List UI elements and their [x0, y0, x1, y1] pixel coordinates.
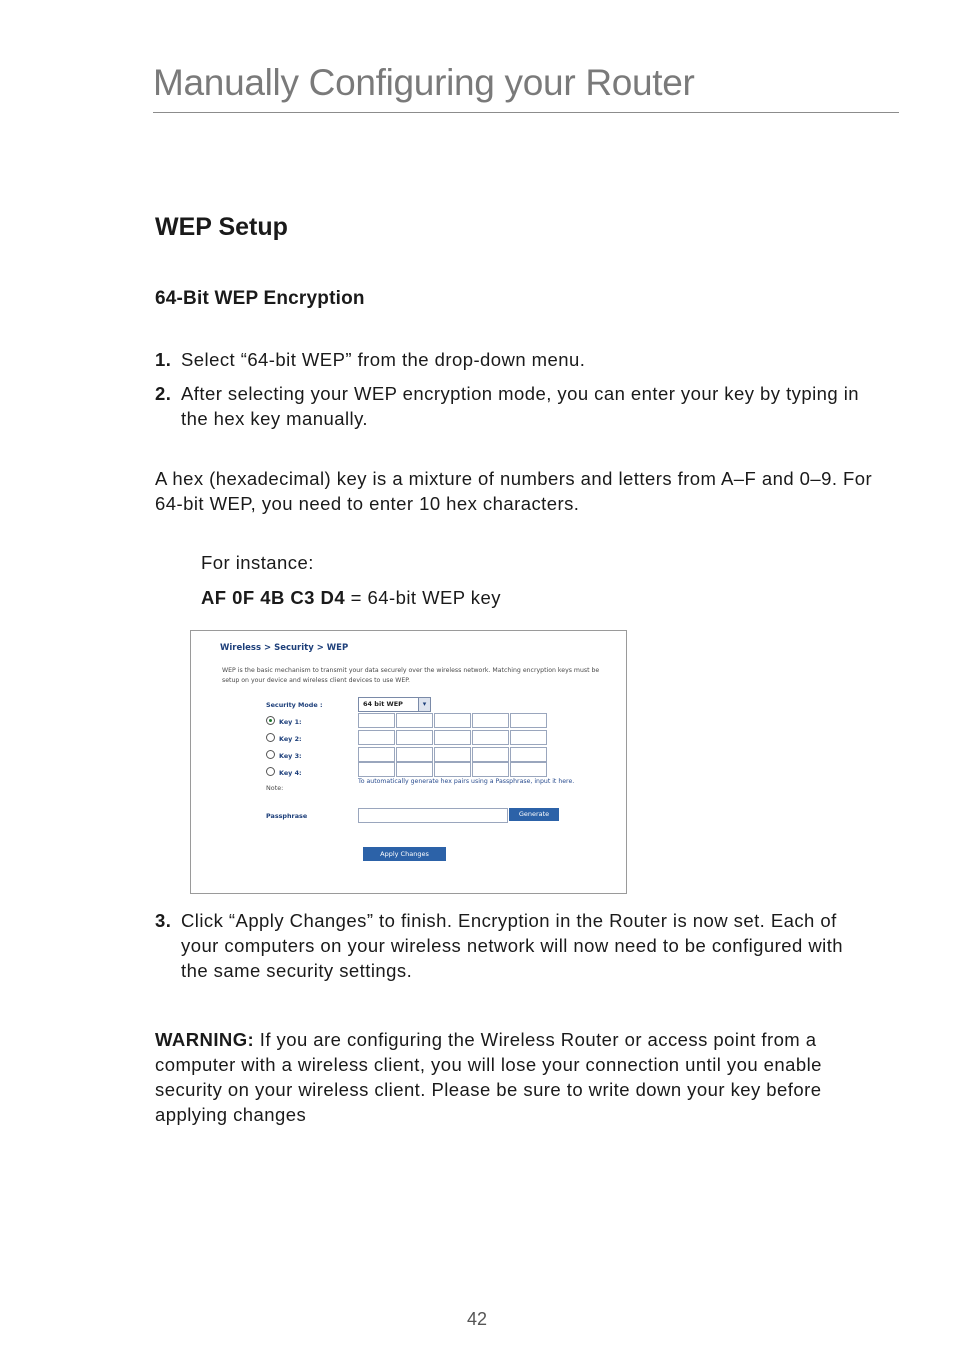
key2-hex-field[interactable] [510, 730, 547, 745]
example-line [201, 585, 501, 610]
example-key: AF 0F 4B C3 D4 [201, 587, 346, 608]
key1-hex-field[interactable] [396, 713, 433, 728]
key1-hex-field[interactable] [472, 713, 509, 728]
passphrase-input[interactable] [358, 808, 508, 823]
note-text: To automatically generate hex pairs using a Passphrase, input it here. [358, 778, 575, 785]
warning-text: If you are configuring the Wireless Router or access point from a computer with a wireless client, you will lose your connection until you enable security on your wireless client. Please be sure to write down your key before applying changes [155, 1029, 822, 1125]
example-suffix: = 64-bit WEP key [345, 587, 501, 608]
security-mode-label: Security Mode : [266, 701, 323, 709]
key-4-radio[interactable] [266, 767, 275, 776]
key1-hex-field[interactable] [510, 713, 547, 728]
key2-hex-field[interactable] [472, 730, 509, 745]
step-text: Click “Apply Changes” to finish. Encryption in the Router is now set. Each of your computers on your wireless network will now need to be configured with the same security settings. [181, 910, 844, 981]
key-4-label: Key 4: [279, 769, 302, 777]
key2-hex-field[interactable] [358, 730, 395, 745]
step-number: 2. [155, 383, 172, 404]
step-text: After selecting your WEP encryption mode, you can enter your key by typing in the hex key manually. [181, 383, 860, 429]
wep-description: WEP is the basic mechanism to transmit your data securely over the wireless network. Matching encryption keys must be setup on your device and wireless client devices to use WEP. [222, 667, 600, 684]
subsection-heading: 64-Bit WEP Encryption [155, 288, 365, 309]
key3-hex-field[interactable] [472, 747, 509, 762]
key4-hex-field[interactable] [396, 762, 433, 777]
chevron-down-icon[interactable]: ▾ [418, 698, 430, 711]
apply-changes-button[interactable]: Apply Changes [363, 847, 446, 861]
title-divider [153, 112, 899, 113]
warning-paragraph [155, 1027, 875, 1127]
page-title: Manually Configuring your Router [153, 62, 695, 103]
key4-hex-field[interactable] [434, 762, 471, 777]
key3-hex-field[interactable] [434, 747, 471, 762]
key4-hex-field[interactable] [510, 762, 547, 777]
key-2-label: Key 2: [279, 735, 302, 743]
page-number: 42 [466, 1309, 488, 1329]
passphrase-label: Passphrase [266, 812, 308, 820]
router-screenshot [190, 630, 627, 894]
key3-hex-field[interactable] [510, 747, 547, 762]
security-mode-select[interactable] [358, 697, 431, 712]
key1-hex-field[interactable] [434, 713, 471, 728]
key-1-label: Key 1: [279, 718, 302, 726]
key-3-radio[interactable] [266, 750, 275, 759]
generate-button[interactable]: Generate [509, 808, 559, 821]
key-1-radio[interactable] [266, 716, 275, 725]
step-text: Select “64-bit WEP” from the drop-down menu. [181, 349, 586, 370]
key-2-radio[interactable] [266, 733, 275, 742]
key4-hex-field[interactable] [472, 762, 509, 777]
key4-hex-field[interactable] [358, 762, 395, 777]
key-3-label: Key 3: [279, 752, 302, 760]
key2-hex-field[interactable] [396, 730, 433, 745]
step-number: 3. [155, 910, 172, 931]
example-intro: For instance: [201, 552, 314, 573]
security-mode-value: 64 bit WEP [363, 700, 403, 708]
hex-paragraph: A hex (hexadecimal) key is a mixture of numbers and letters from A–F and 0–9. For 64-bit WEP, you need to enter 10 hex characters. [155, 468, 873, 514]
note-label: Note: [266, 784, 284, 792]
key3-hex-field[interactable] [358, 747, 395, 762]
step-number: 1. [155, 349, 172, 370]
key2-hex-field[interactable] [434, 730, 471, 745]
step-1 [155, 347, 875, 372]
key1-hex-field[interactable] [358, 713, 395, 728]
warning-label: WARNING: [155, 1029, 255, 1050]
section-heading: WEP Setup [155, 213, 288, 241]
breadcrumb: Wireless > Security > WEP [220, 643, 349, 653]
step-3 [155, 908, 875, 983]
key3-hex-field[interactable] [396, 747, 433, 762]
step-2 [155, 381, 875, 431]
